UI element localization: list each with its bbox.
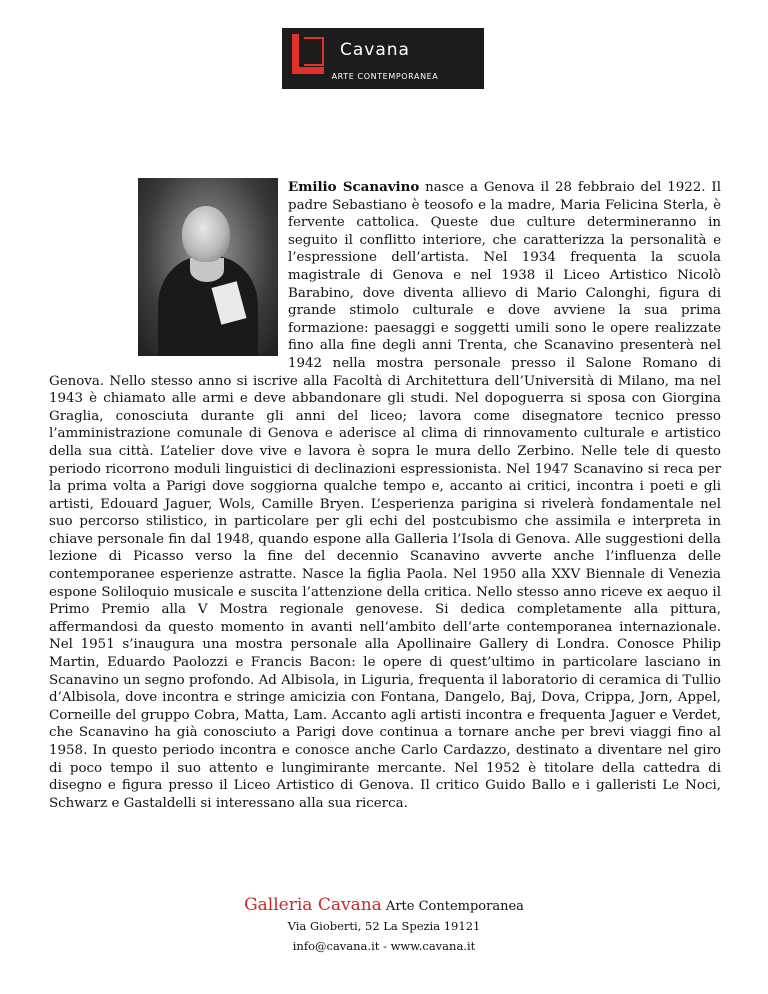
logo-mark-icon — [292, 34, 328, 74]
footer-address: Via Gioberti, 52 La Spezia 19121 — [287, 919, 481, 933]
biography-article — [49, 179, 721, 812]
logo-subtitle: ARTE CONTEMPORANEA — [331, 72, 439, 81]
biography-body: nasce a Genova il 28 febbraio del 1922. Il padre Sebastiano è teosofo e la madre, Maria Felicina Sterla, è fervente cattolica. Queste due culture determineranno in seguito il conflitto interiore, che caratterizza la personalità e l’espressione dell’artista. Nel 1934 frequenta la scuola magistrale di Genova e nel 1938 il Liceo Artistico Nicolò Barabino, dove diventa allievo di Mario Calonghi, figura di grande stimolo culturale e dove avviene la sua prima formazione: paesaggi e soggetti umili sono le opere realizzate fino alla fine degli anni Trenta, che Scanavino presenterà nel 1942 nella mostra personale presso il Salone Romano di Genova. Nello stesso anno si iscrive alla Facoltà di Architettura dell’Università di Milano, ma nel 1943 è chiamato alle armi e deve abbandonare gli studi. Nel dopoguerra si sposa con Giorgina Graglia, conosciuta durante gli anni del liceo; lavora come disegnatore tecnico presso l’amministrazione comunale di Genova e aderisce al clima di rinnovamento culturale e artistico della sua città. L’atelier dove vive e lavora è sopra le mura dello Zerbino. Nelle tele di questo periodo ricorrono moduli linguistici di declinazioni espressionista. Nel 1947 Scanavino si reca per la prima volta a Parigi dove soggiorna qualche tempo e, accanto ai critici, incontra i poeti e gli artisti, Edouard Jaguer, Wols, Camille Bryen. L’esperienza parigina si rivelerà fondamentale nel suo percorso stilistico, in particolare per gli echi del postcubismo che assimila e interpreta in chiave personale fin dal 1948, quando espone alla Galleria l’Isola di Genova. Alle suggestioni della lezione di Picasso verso la fine del decennio Scanavino avverte anche l’influenza delle contemporanee esperienze astratte. Nasce la figlia Paola. Nel 1950 alla XXV Biennale di Venezia espone Soliloquio musicale e suscita l’attenzione della critica. Nello stesso anno riceve ex aequo il Primo Premio alla V Mostra regionale genovese. Si dedica completamente alla pittura, affermandosi da questo momento in avanti nell’ambito dell’arte contemporanea internazionale. Nel 1951 s’inaugura una mostra personale alla Apollinaire Gallery di Londra. Conosce Philip Martin, Eduardo Paolozzi e Francis Bacon: le opere di quest’ultimo in particolare lasciano in Scanavino un segno profondo. Ad Albisola, in Liguria, frequenta il laboratorio di ceramica di Tullio d’Albisola, dove incontra e stringe amicizia con Fontana, Dangelo, Baj, Dova, Crippa, Jorn, Appel, Corneille del gruppo Cobra, Matta, Lam. Accanto agli artisti incontra e frequenta Jaguer e Verdet, che Scanavino ha già conosciuto a Parigi dove continua a tornare anche per brevi viaggi fino al 1958. In questo periodo incontra e conosce anche Carlo Cardazzo, destinato a diventare nel giro di poco tempo il suo attento e lungimirante mercante. Nel 1952 è titolare della cattedra di disegno e figura presso il Liceo Artistico di Genova. Il critico Guido Ballo e i galleristi Le Noci, Schwarz e Gastaldelli si interessano alla sua ricerca. — [49, 180, 721, 811]
gallery-logo — [282, 28, 484, 89]
logo-name: Cavana — [340, 40, 410, 60]
artist-photo — [138, 178, 278, 356]
artist-name: Emilio Scanavino — [288, 179, 420, 195]
footer — [0, 895, 768, 955]
footer-gallery-suffix: Arte Contemporanea — [381, 899, 524, 914]
footer-gallery-name: Galleria Cavana — [244, 895, 382, 915]
footer-brand — [0, 895, 768, 915]
footer-contact: info@cavana.it - www.cavana.it — [292, 939, 476, 953]
